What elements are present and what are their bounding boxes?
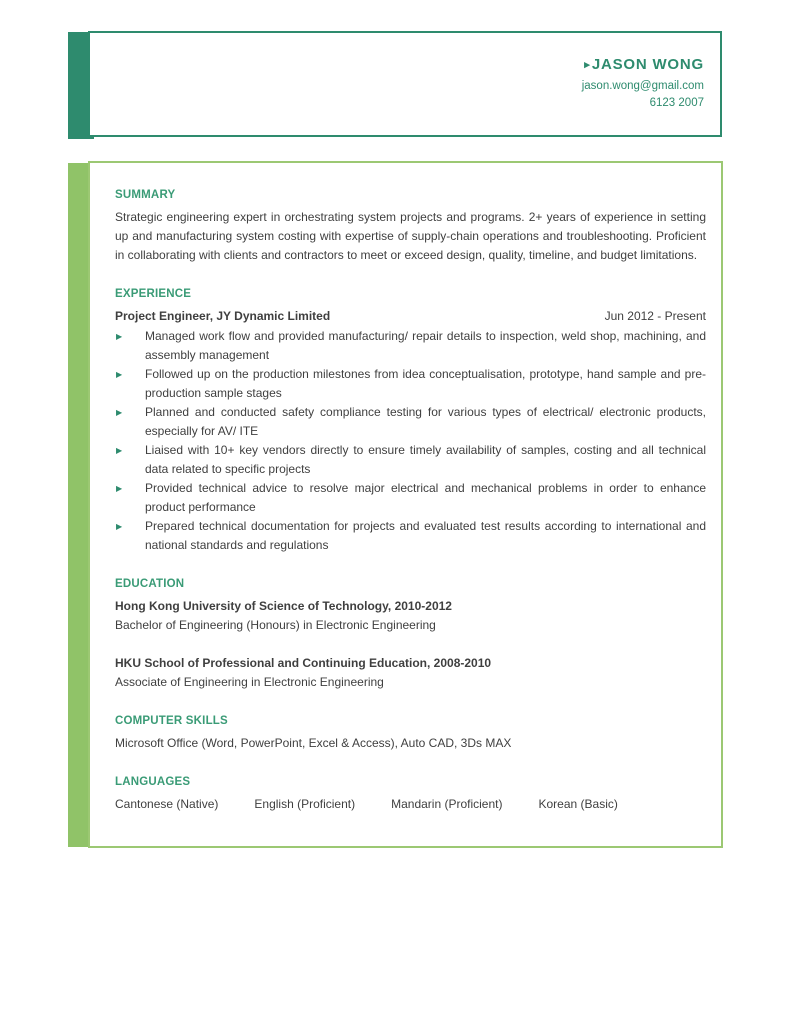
language-item: Cantonese (Native): [115, 797, 219, 811]
education-entry: [115, 654, 706, 692]
name-line: [584, 56, 704, 73]
education-heading: EDUCATION: [115, 578, 185, 590]
bullet-text: Liaised with 10+ key vendors directly to ensure timely availability of samples, costing and all technical data related to specific projects: [145, 443, 706, 476]
section-computer-skills: [115, 715, 706, 753]
body-box: [88, 161, 723, 848]
person-name: JASON WONG: [591, 56, 704, 73]
education-school: HKU School of Professional and Continuing Education, 2008-2010: [115, 656, 492, 670]
education-entry: [115, 597, 706, 635]
list-item: [115, 327, 706, 365]
list-item: [115, 441, 706, 479]
summary-text: Strategic engineering expert in orchestrating system projects and programs. 2+ years of experience in setting up and manufacturing system costing with expertise of supply-chain operations and troubleshooting. Proficient in collaborating with clients and contractors to meet or exceed design, quality, timeline, and budget limitations.: [115, 210, 706, 262]
phone-text: 6123 2007: [649, 97, 704, 109]
education-degree: Bachelor of Engineering (Honours) in Electronic Engineering: [115, 618, 436, 632]
section-languages: [115, 776, 706, 814]
bullet-arrow-icon: ▶: [116, 332, 123, 341]
section-education: [115, 578, 706, 692]
education-degree: Associate of Engineering in Electronic Engineering: [115, 675, 384, 689]
bullet-arrow-icon: ▶: [116, 522, 123, 531]
bullet-text: Planned and conducted safety compliance testing for various types of electrical/ electronic products, especially for AV/ ITE: [145, 405, 706, 438]
name-arrow-icon: ▸: [584, 59, 590, 71]
list-item: [115, 403, 706, 441]
language-item: Korean (Basic): [538, 797, 618, 811]
header-box: [88, 31, 722, 137]
language-item: English (Proficient): [254, 797, 356, 811]
job-header: [115, 307, 706, 326]
bullet-arrow-icon: ▶: [116, 446, 123, 455]
section-summary: [115, 189, 706, 265]
summary-heading: SUMMARY: [115, 189, 176, 201]
bullet-text: Managed work flow and provided manufacturing/ repair details to inspection, weld shop, machining, and assembly management: [145, 329, 706, 362]
section-experience: [115, 288, 706, 555]
list-item: [115, 479, 706, 517]
bullet-arrow-icon: ▶: [116, 484, 123, 493]
job-dates: Jun 2012 - Present: [604, 309, 706, 323]
job-title: Project Engineer, JY Dynamic Limited: [115, 309, 331, 323]
computer-skills-text: Microsoft Office (Word, PowerPoint, Excel & Access), Auto CAD, 3Ds MAX: [115, 736, 512, 750]
bullet-text: Prepared technical documentation for projects and evaluated test results according to international and national standards and regulations: [145, 519, 706, 552]
languages-row: [115, 795, 706, 814]
education-school: Hong Kong University of Science of Technology, 2010-2012: [115, 599, 452, 613]
experience-heading: EXPERIENCE: [115, 288, 192, 300]
bullet-arrow-icon: ▶: [116, 408, 123, 417]
languages-heading: LANGUAGES: [115, 776, 191, 788]
job-bullet-list: [115, 327, 706, 555]
bullet-text: Followed up on the production milestones from idea conceptualisation, prototype, hand sample and pre-production sample stages: [145, 367, 706, 400]
bullet-arrow-icon: ▶: [116, 370, 123, 379]
list-item: [115, 365, 706, 403]
email-text: jason.wong@gmail.com: [581, 80, 704, 92]
language-item: Mandarin (Proficient): [391, 797, 503, 811]
list-item: [115, 517, 706, 555]
bullet-text: Provided technical advice to resolve major electrical and mechanical problems in order to enhance product performance: [145, 481, 706, 514]
computer-skills-heading: COMPUTER SKILLS: [115, 715, 228, 727]
